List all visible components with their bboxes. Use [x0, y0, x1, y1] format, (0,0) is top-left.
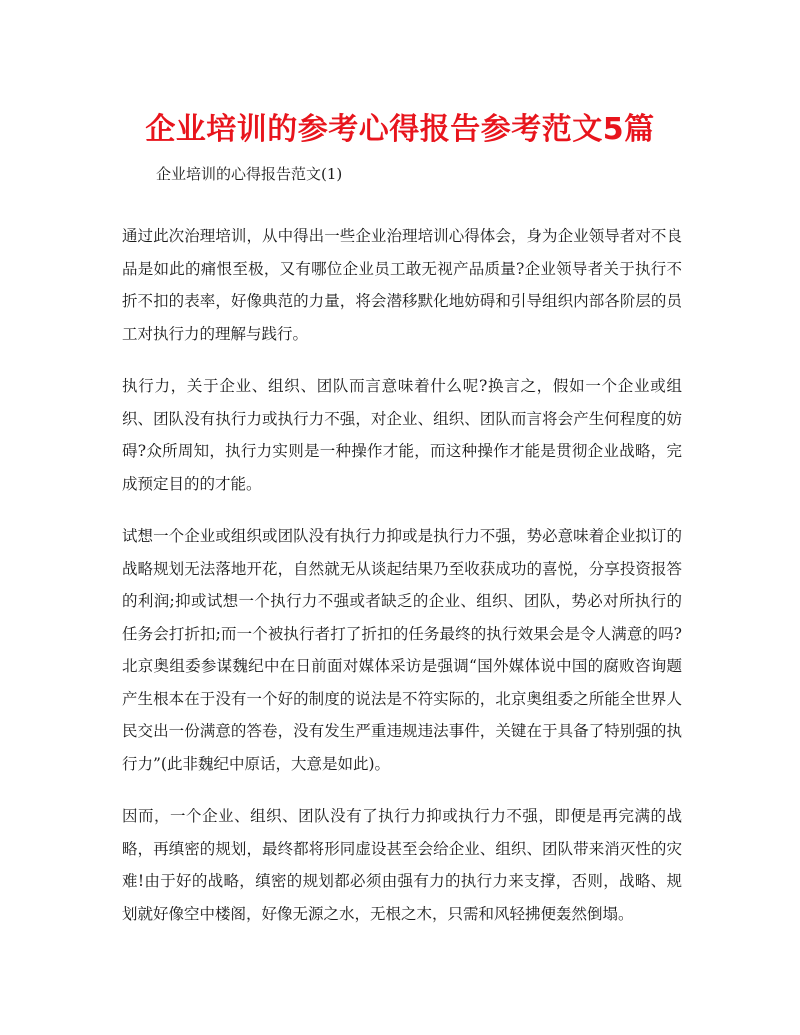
- paragraph: 试想一个企业或组织或团队没有执行力抑或是执行力不强，势必意味着企业拟订的战略规划无法落地开花，自然就无从谈起结果乃至收获成功的喜悦，分享投资报答的利润;抑或试想一个执行力不强或者缺乏的企业、组织、团队，势必对所执行的任务会打折扣;而一个被执行者打了折扣的任务最终的执行效果会是令人满意的吗?北京奥组委参谋魏纪中在日前面对媒体采访是强调“国外媒体说中国的腐败咨询题产生根本在于没有一个好的制度的说法是不符实际的，北京奥组委之所能全世界人民交出一份满意的答卷，没有发生严重违规违法事件，关键在于具备了特别强的执行力”(此非魏纪中原话，大意是如此)。: [122, 527, 682, 773]
- document-title: 企业培训的参考心得报告参考范文5篇: [145, 112, 655, 147]
- paragraph: 执行力，关于企业、组织、团队而言意味着什么呢?换言之，假如一个企业或组织、团队没有执行力或执行力不强，对企业、组织、团队而言将会产生何程度的妨碍?众所周知，执行力实则是一种操作才能，而这种操作才能是贯彻企业战略，完成预定目的的才能。: [122, 377, 682, 493]
- document-subtitle: 企业培训的心得报告范文(1): [156, 165, 343, 183]
- paragraph: 通过此次治理培训，从中得出一些企业治理培训心得体会，身为企业领导者对不良品是如此的痛恨至极，又有哪位企业员工敢无视产品质量?企业领导者关于执行不折不扣的表率，好像典范的力量，将会潜移默化地妨碍和引导组织内部各阶层的员工对执行力的理解与践行。: [122, 227, 682, 343]
- paragraph: 因而，一个企业、组织、团队没有了执行力抑或执行力不强，即便是再完满的战略，再缜密的规划，最终都将形同虚设甚至会给企业、组织、团队带来消灭性的灾难!由于好的战略，缜密的规划都必须由强有力的执行力来支撑，否则，战略、规划就好像空中楼阁，好像无源之水，无根之木，只需和风轻拂便轰然倒塌。: [122, 807, 682, 923]
